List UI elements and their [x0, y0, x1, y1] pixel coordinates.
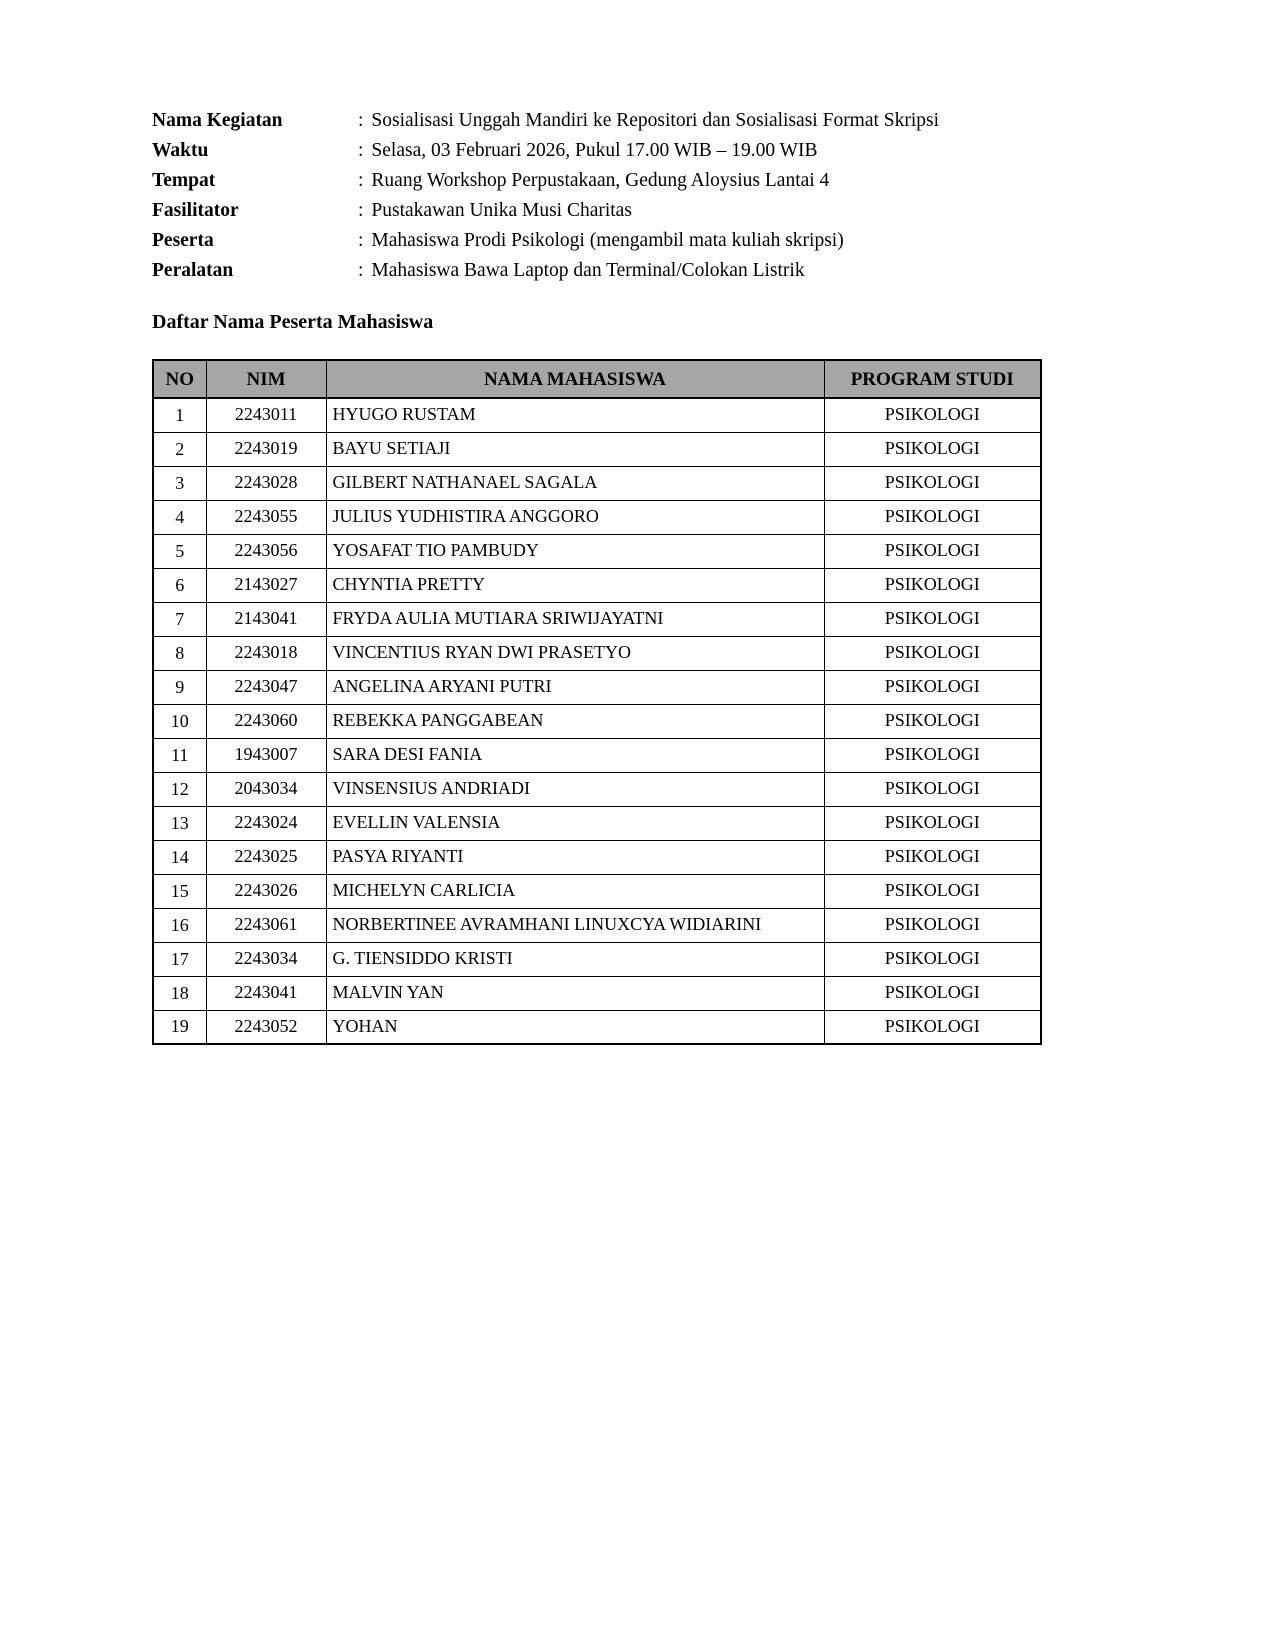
detail-separator: : — [358, 230, 364, 251]
table-row — [153, 1010, 1041, 1044]
cell-no: 3 — [153, 466, 206, 500]
detail-separator: : — [358, 260, 364, 281]
table-row — [153, 976, 1041, 1010]
column-header-nama: NAMA MAHASISWA — [326, 360, 824, 398]
cell-nim: 2243024 — [206, 806, 326, 840]
cell-prodi: PSIKOLOGI — [824, 670, 1041, 704]
table-row — [153, 840, 1041, 874]
detail-label: Fasilitator — [152, 200, 239, 221]
cell-no: 2 — [153, 432, 206, 466]
detail-separator: : — [358, 140, 364, 161]
cell-no: 5 — [153, 534, 206, 568]
cell-no: 11 — [153, 738, 206, 772]
table-body — [153, 398, 1041, 1044]
detail-row — [152, 106, 1195, 136]
cell-nim: 2243019 — [206, 432, 326, 466]
detail-row — [152, 136, 1195, 166]
table-row — [153, 602, 1041, 636]
cell-prodi: PSIKOLOGI — [824, 534, 1041, 568]
cell-nim: 2243061 — [206, 908, 326, 942]
cell-nama: REBEKKA PANGGABEAN — [326, 704, 824, 738]
cell-nim: 2243034 — [206, 942, 326, 976]
cell-nim: 2243056 — [206, 534, 326, 568]
cell-no: 19 — [153, 1010, 206, 1044]
cell-nama: JULIUS YUDHISTIRA ANGGORO — [326, 500, 824, 534]
detail-row — [152, 166, 1195, 196]
cell-nama: NORBERTINEE AVRAMHANI LINUXCYA WIDIARINI — [326, 908, 824, 942]
cell-prodi: PSIKOLOGI — [824, 874, 1041, 908]
cell-nim: 2243055 — [206, 500, 326, 534]
cell-nim: 2243025 — [206, 840, 326, 874]
cell-nama: YOHAN — [326, 1010, 824, 1044]
detail-label: Peralatan — [152, 260, 234, 281]
cell-nim: 2243028 — [206, 466, 326, 500]
cell-nama: YOSAFAT TIO PAMBUDY — [326, 534, 824, 568]
detail-separator: : — [358, 170, 364, 191]
cell-nama: PASYA RIYANTI — [326, 840, 824, 874]
cell-nim: 2243026 — [206, 874, 326, 908]
cell-nim: 2243052 — [206, 1010, 326, 1044]
cell-prodi: PSIKOLOGI — [824, 500, 1041, 534]
cell-nim: 2143041 — [206, 602, 326, 636]
cell-nama: HYUGO RUSTAM — [326, 398, 824, 432]
cell-prodi: PSIKOLOGI — [824, 636, 1041, 670]
cell-no: 14 — [153, 840, 206, 874]
detail-label: Waktu — [152, 140, 209, 161]
cell-nama: ANGELINA ARYANI PUTRI — [326, 670, 824, 704]
cell-nim: 2243018 — [206, 636, 326, 670]
table-row — [153, 500, 1041, 534]
cell-nim: 2143027 — [206, 568, 326, 602]
cell-prodi: PSIKOLOGI — [824, 704, 1041, 738]
section-title: Daftar Nama Peserta Mahasiswa — [152, 311, 434, 333]
cell-nama: FRYDA AULIA MUTIARA SRIWIJAYATNI — [326, 602, 824, 636]
detail-separator: : — [358, 110, 364, 131]
detail-label: Tempat — [152, 170, 216, 191]
cell-nim: 2243011 — [206, 398, 326, 432]
detail-value: Sosialisasi Unggah Mandiri ke Repositori dan Sosialisasi Format Skripsi — [371, 110, 940, 131]
cell-no: 10 — [153, 704, 206, 738]
cell-nama: GILBERT NATHANAEL SAGALA — [326, 466, 824, 500]
cell-no: 16 — [153, 908, 206, 942]
cell-no: 15 — [153, 874, 206, 908]
table-row — [153, 534, 1041, 568]
participants-table — [152, 359, 1042, 1045]
cell-prodi: PSIKOLOGI — [824, 1010, 1041, 1044]
cell-nama: MICHELYN CARLICIA — [326, 874, 824, 908]
table-row — [153, 874, 1041, 908]
cell-no: 1 — [153, 398, 206, 432]
detail-value: Mahasiswa Prodi Psikologi (mengambil mata kuliah skripsi) — [371, 230, 844, 251]
cell-nim: 2243060 — [206, 704, 326, 738]
cell-no: 17 — [153, 942, 206, 976]
detail-row — [152, 256, 1195, 286]
cell-prodi: PSIKOLOGI — [824, 602, 1041, 636]
cell-no: 18 — [153, 976, 206, 1010]
table-row — [153, 568, 1041, 602]
cell-prodi: PSIKOLOGI — [824, 466, 1041, 500]
detail-value: Pustakawan Unika Musi Charitas — [371, 200, 632, 221]
cell-nama: MALVIN YAN — [326, 976, 824, 1010]
cell-no: 12 — [153, 772, 206, 806]
cell-no: 7 — [153, 602, 206, 636]
cell-nama: G. TIENSIDDO KRISTI — [326, 942, 824, 976]
table-row — [153, 466, 1041, 500]
cell-no: 4 — [153, 500, 206, 534]
column-header-no: NO — [153, 360, 206, 398]
cell-nama: VINCENTIUS RYAN DWI PRASETYO — [326, 636, 824, 670]
cell-nim: 2043034 — [206, 772, 326, 806]
cell-prodi: PSIKOLOGI — [824, 908, 1041, 942]
cell-nama: EVELLIN VALENSIA — [326, 806, 824, 840]
cell-prodi: PSIKOLOGI — [824, 976, 1041, 1010]
table-row — [153, 772, 1041, 806]
cell-no: 8 — [153, 636, 206, 670]
detail-label: Nama Kegiatan — [152, 110, 283, 131]
detail-value: Mahasiswa Bawa Laptop dan Terminal/Colokan Listrik — [371, 260, 805, 281]
detail-value: Ruang Workshop Perpustakaan, Gedung Aloysius Lantai 4 — [371, 170, 830, 191]
cell-nim: 2243041 — [206, 976, 326, 1010]
detail-label: Peserta — [152, 230, 214, 251]
cell-prodi: PSIKOLOGI — [824, 568, 1041, 602]
cell-no: 6 — [153, 568, 206, 602]
cell-prodi: PSIKOLOGI — [824, 806, 1041, 840]
cell-prodi: PSIKOLOGI — [824, 432, 1041, 466]
cell-prodi: PSIKOLOGI — [824, 840, 1041, 874]
cell-prodi: PSIKOLOGI — [824, 398, 1041, 432]
table-row — [153, 670, 1041, 704]
cell-prodi: PSIKOLOGI — [824, 738, 1041, 772]
cell-nama: VINSENSIUS ANDRIADI — [326, 772, 824, 806]
column-header-prodi: PROGRAM STUDI — [824, 360, 1041, 398]
table-header-row — [153, 360, 1041, 398]
table-row — [153, 398, 1041, 432]
table-row — [153, 806, 1041, 840]
cell-prodi: PSIKOLOGI — [824, 772, 1041, 806]
table-row — [153, 704, 1041, 738]
cell-nama: CHYNTIA PRETTY — [326, 568, 824, 602]
table-row — [153, 432, 1041, 466]
cell-nim: 1943007 — [206, 738, 326, 772]
cell-nim: 2243047 — [206, 670, 326, 704]
table-row — [153, 942, 1041, 976]
cell-prodi: PSIKOLOGI — [824, 942, 1041, 976]
detail-value: Selasa, 03 Februari 2026, Pukul 17.00 WIB – 19.00 WIB — [371, 140, 818, 161]
cell-nama: SARA DESI FANIA — [326, 738, 824, 772]
cell-no: 13 — [153, 806, 206, 840]
detail-row — [152, 226, 1195, 256]
cell-no: 9 — [153, 670, 206, 704]
detail-row — [152, 196, 1195, 226]
detail-separator: : — [358, 200, 364, 221]
table-row — [153, 908, 1041, 942]
table-row — [153, 738, 1041, 772]
table-row — [153, 636, 1041, 670]
cell-nama: BAYU SETIAJI — [326, 432, 824, 466]
column-header-nim: NIM — [206, 360, 326, 398]
event-details — [152, 106, 1195, 286]
